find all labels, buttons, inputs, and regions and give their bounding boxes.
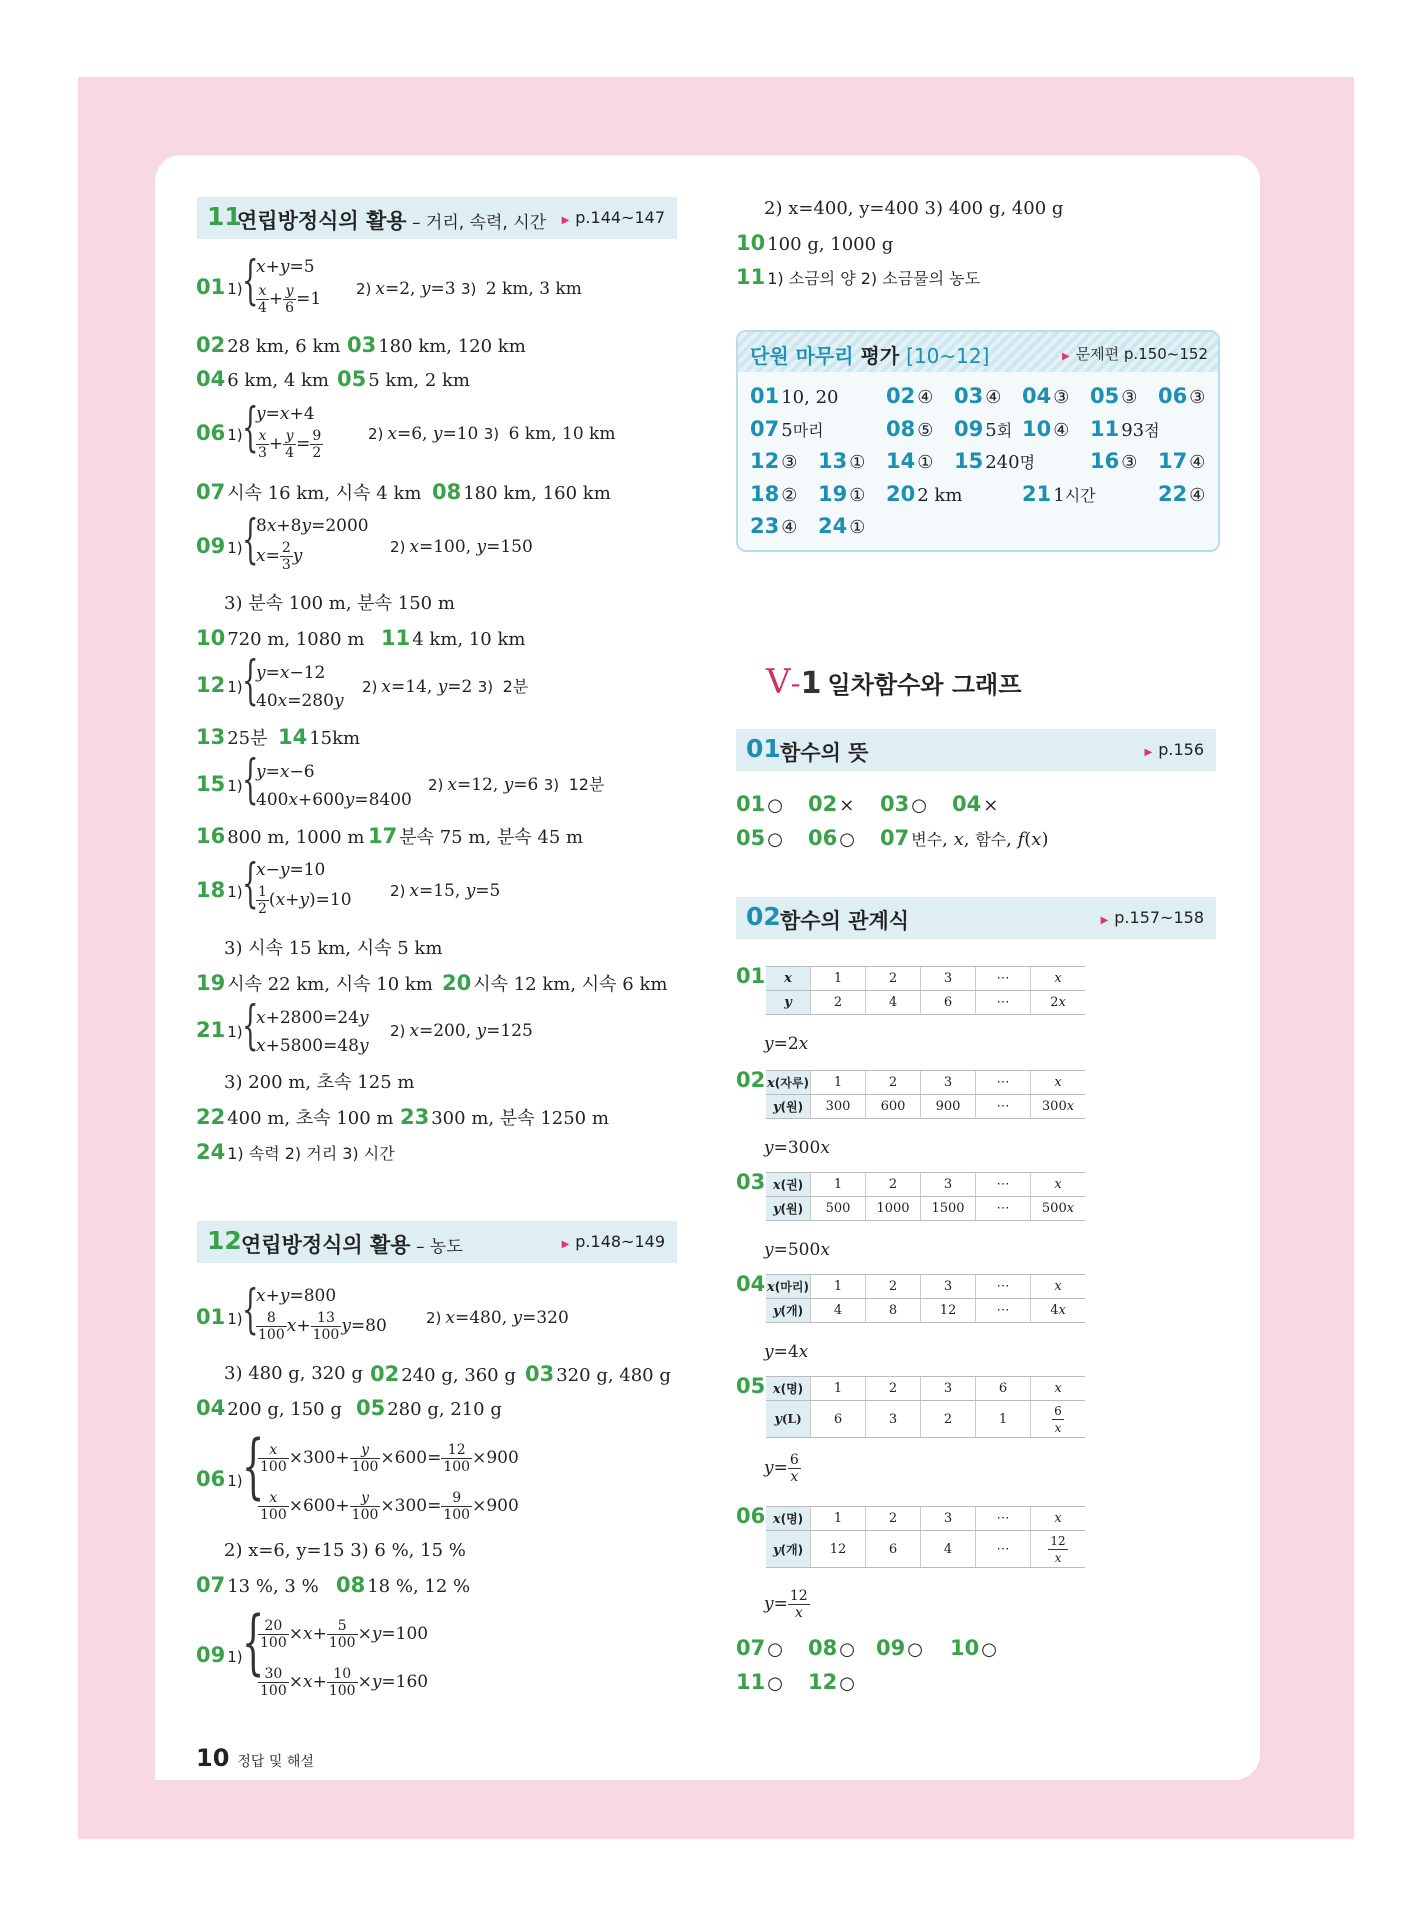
triangle-icon: ▶ <box>1061 351 1070 362</box>
equation: x−y=10 <box>256 860 326 880</box>
answer-text: 2) x=15, y=5 <box>390 881 501 901</box>
section-title: 연립방정식의 활용 – 농도 <box>241 1233 463 1257</box>
answer-12-08: 08 18 %, 12 % <box>336 1573 471 1597</box>
answer-11-01: 01 1) <box>196 275 243 299</box>
chapter-heading: V-1 일차함수와 그래프 <box>766 662 1022 702</box>
answer-12-09-part2: 2) x=400, y=400 3) 400 g, 400 g <box>764 198 1064 219</box>
section-11-header <box>197 197 677 239</box>
equation: y=x+4 <box>256 404 315 424</box>
answer-11-02: 02 28 km, 6 km <box>196 333 341 357</box>
answer-text: 2) x=6, y=10 3) 6 km, 10 km <box>368 424 616 444</box>
section-number: 11 <box>207 202 242 231</box>
equation: $\frac{x}{4}$ + $\frac{y}{6}$ =1 <box>258 283 322 316</box>
equation: 8x+8y=2000 <box>256 516 369 536</box>
equation: 400x+600y=8400 <box>256 790 412 810</box>
answer-11-17: 17 분속 75 m, 분속 45 m <box>368 824 584 848</box>
answer-12-10: 10 100 g, 1000 g <box>736 231 894 255</box>
page-footer <box>196 1744 314 1772</box>
section-01-header: 01 함수의 뜻 ▶ p.156 <box>736 729 1216 771</box>
answer-11-18-part3: 3) 시속 15 km, 시속 5 km <box>224 938 443 959</box>
answer-11-11: 11 4 km, 10 km <box>381 626 526 650</box>
equation: $\frac{8}{100}$ x+ $\frac{13}{100}$ y=80 <box>258 1310 387 1343</box>
answer-12-01-part3: 3) 480 g, 320 g <box>224 1363 363 1384</box>
answer-12-04: 04 200 g, 150 g <box>196 1396 342 1420</box>
answer-12-07: 07 13 %, 3 % <box>196 1573 319 1597</box>
answer-11-21-part3: 3) 200 m, 초속 125 m <box>224 1072 415 1093</box>
page-reference: ▶ p.157~158 <box>1100 908 1204 927</box>
equation: $\frac{x}{100}$ ×300+ $\frac{y}{100}$ ×600= $\frac{12}{100}$ ×900 <box>260 1442 519 1475</box>
answer-12-06-part2: 2) x=6, y=15 3) 6 %, 15 % <box>224 1540 466 1561</box>
answer-text: 2) x=14, y=2 3) 2분 <box>362 677 529 697</box>
equation: x+2800=24y <box>256 1008 369 1028</box>
answer-12-01: 01 1) <box>196 1305 243 1329</box>
answer-11-16: 16 800 m, 1000 m <box>196 824 365 848</box>
answer-12-05: 05 280 g, 210 g <box>356 1396 502 1420</box>
triangle-icon: ▶ <box>561 1239 570 1250</box>
function-table: x(자루) 1 2 3 ⋯ x y(원) 300 600 900 ⋯ 300x <box>766 1070 1085 1119</box>
answer-11-21: 21 1) <box>196 1018 243 1042</box>
answer-text: 2) x=2, y=3 3) 2 km, 3 km <box>356 279 582 299</box>
answer-text: 2) x=100, y=150 <box>390 537 533 557</box>
page-reference: ▶ p.148~149 <box>561 1232 665 1251</box>
triangle-icon: ▶ <box>1144 747 1153 758</box>
answer-12-03: 03 320 g, 480 g <box>525 1362 671 1386</box>
answer-11-15: 15 1) <box>196 772 243 796</box>
triangle-icon: ▶ <box>1100 915 1109 926</box>
section-02-header: 02 함수의 관계식 ▶ p.157~158 <box>736 897 1216 939</box>
answer-11-14: 14 15km <box>278 725 361 749</box>
answer-11-20: 20 시속 12 km, 시속 6 km <box>442 971 668 995</box>
equation: $\frac{20}{100}$ ×x+ $\frac{5}{100}$ ×y=100 <box>260 1618 429 1651</box>
answer-11-22: 22 400 m, 초속 100 m <box>196 1105 394 1129</box>
function-table: x(권) 1 2 3 ⋯ x y(원) 500 1000 1500 ⋯ 500x <box>766 1172 1085 1221</box>
answer-11-24: 24 1) 속력 2) 거리 3) 시간 <box>196 1140 395 1164</box>
answer-text: 2) x=12, y=6 3) 12분 <box>428 775 605 795</box>
answer-11-03: 03 180 km, 120 km <box>347 333 526 357</box>
section-12-header <box>197 1221 677 1263</box>
equation: y=x−12 <box>256 663 326 683</box>
equation: x+5800=48y <box>256 1036 369 1056</box>
answer-12-06: 06 1) <box>196 1467 243 1491</box>
answer-11-06: 06 1) <box>196 421 243 445</box>
answer-text: 2) x=480, y=320 <box>426 1308 569 1328</box>
answer-11-19: 19 시속 22 km, 시속 10 km <box>196 971 433 995</box>
equation: x+y=800 <box>256 1286 337 1306</box>
function-table: x(명) 1 2 3 ⋯ x y(개) 12 6 4 ⋯ $\frac{12}{x}$ <box>766 1506 1085 1568</box>
page-number: 10 <box>196 1744 230 1772</box>
answer-12-11: 11 1) 소금의 양 2) 소금물의 농도 <box>736 265 981 289</box>
equation: y=x−6 <box>256 762 315 782</box>
equation: 40x=280y <box>256 691 344 711</box>
answer-12-02: 02 240 g, 360 g <box>370 1362 516 1386</box>
section-number: 12 <box>207 1226 242 1255</box>
review-page-reference: ▶ 문제편 p.150~152 <box>1061 345 1208 363</box>
equation: $\frac{x}{3}$ + $\frac{y}{4}$ = $\frac{9}{2}$ <box>258 428 322 461</box>
section-title: 연립방정식의 활용 – 거리, 속력, 시간 <box>237 209 547 233</box>
function-table: x 1 2 3 ⋯ x y 2 4 6 ⋯ 2x <box>766 966 1085 1015</box>
answer-text: 2) x=200, y=125 <box>390 1021 533 1041</box>
answer-11-18: 18 1) <box>196 878 243 902</box>
function-table: x(명) 1 2 3 6 x y(L) 6 3 2 1 $\frac{6}{x}$ <box>766 1376 1085 1438</box>
equation: $\frac{1}{2}$ (x+y)=10 <box>258 884 352 917</box>
answer-11-04: 04 6 km, 4 km <box>196 367 329 391</box>
review-title: 단원 마무리 평가 [10~12] <box>750 344 990 368</box>
triangle-icon: ▶ <box>561 215 570 226</box>
answer-11-09: 09 1) <box>196 534 243 558</box>
answer-11-09-part3: 3) 분속 100 m, 분속 150 m <box>224 593 455 614</box>
answer-11-08: 08 180 km, 160 km <box>432 480 611 504</box>
page-reference: ▶ p.144~147 <box>561 208 665 227</box>
equation: x= $\frac{2}{3}$ y <box>256 540 303 573</box>
function-table: x(마리) 1 2 3 ⋯ x y(개) 4 8 12 ⋯ 4x <box>766 1274 1085 1323</box>
answer-11-23: 23 300 m, 분속 1250 m <box>400 1105 609 1129</box>
answer-11-12: 12 1) <box>196 673 243 697</box>
answer-11-07: 07 시속 16 km, 시속 4 km <box>196 480 422 504</box>
answer-11-05: 05 5 km, 2 km <box>337 367 470 391</box>
equation: $\frac{30}{100}$ ×x+ $\frac{10}{100}$ ×y=160 <box>260 1666 429 1699</box>
answer-11-10: 10 720 m, 1080 m <box>196 626 365 650</box>
page-reference: ▶ p.156 <box>1144 740 1204 759</box>
footer-label: 정답 및 해설 <box>237 1754 314 1770</box>
answer-11-13: 13 25분 <box>196 725 268 749</box>
equation: x+y=5 <box>256 257 315 277</box>
equation: $\frac{x}{100}$ ×600+ $\frac{y}{100}$ ×300= $\frac{9}{100}$ ×900 <box>260 1490 519 1523</box>
answer-12-09: 09 1) <box>196 1643 243 1667</box>
